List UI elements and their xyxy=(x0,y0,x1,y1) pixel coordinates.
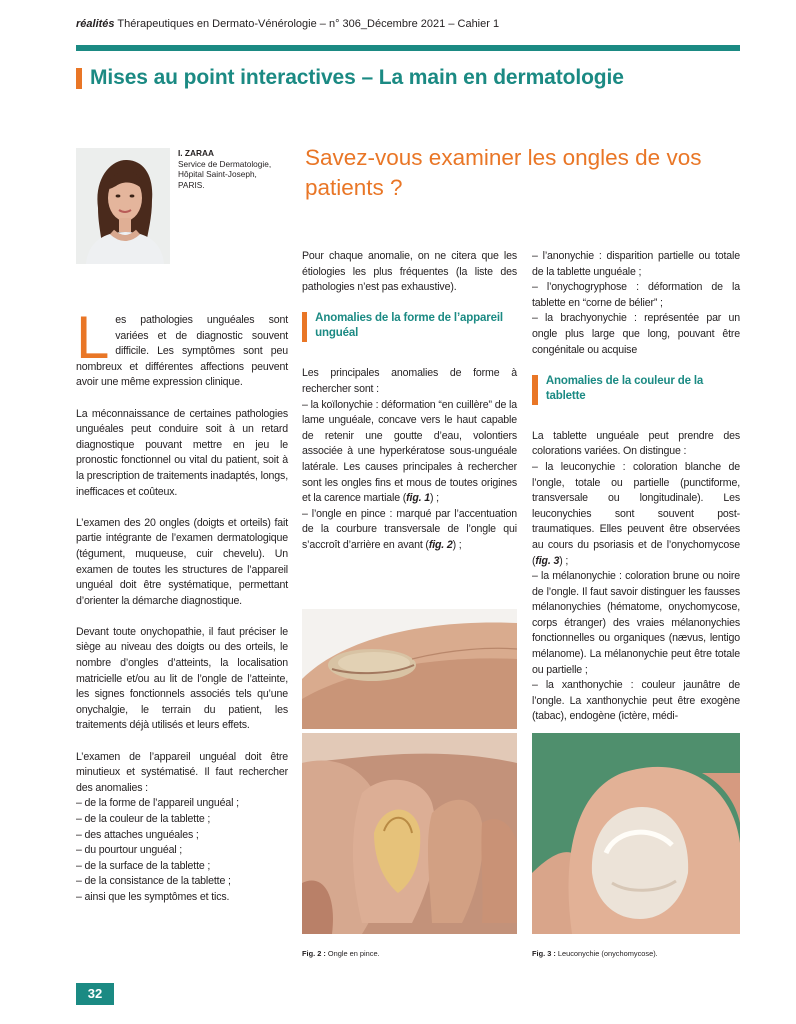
subhead-forme-text: Anomalies de la forme de l’appareil unguéal xyxy=(315,312,503,340)
ongle-pince-text: – l’ongle en pince : marqué par l’accentuation de la courbure transversale de l’ongle qui s’accroît d’arrière en avant ( xyxy=(302,507,517,551)
intro-text: es pathologies unguéales sont variées et de diagnostic souvent difficile. Les symptômes sont peu nombreux et différentes affections peuvent avoir une même expression clinique. xyxy=(76,314,288,389)
author-affiliation-3: PARIS. xyxy=(178,179,205,190)
paragraph-3: L’examen des 20 ongles (doigts et orteils) fait partie intégrante de l’examen dermatologique (tégument, muqueuse, cuir chevelu). Un examen de toutes les structures de l’appareil unguéal doit être systématique, permettant d’orienter la démarche diagnostique. xyxy=(76,516,288,607)
header-rule xyxy=(76,45,740,51)
figure-2-label: Fig. 2 : xyxy=(302,949,326,958)
fig-3-ref: fig. 3 xyxy=(535,554,560,567)
page-number: 32 xyxy=(76,983,114,1005)
figure-1-image xyxy=(302,609,517,729)
section-title xyxy=(76,66,624,90)
koilonychie-text: – la koïlonychie : déformation “en cuillère” de la lame unguéale, concave vers le haut capable de retenir une goutte d’eau, volontiers associée à une hyperkératose sous-unguéale latérale. Les causes principales à rechercher sont les ongles fins et mous de toutes origines et la carence martiale ( xyxy=(302,398,517,505)
forme-lead: Les principales anomalies de forme à rechercher sont : xyxy=(302,367,517,395)
list-item: – de la consistance de la tablette ; xyxy=(76,875,231,888)
list-item: – de la couleur de la tablette ; xyxy=(76,813,211,825)
fig-1-ref: fig. 1 xyxy=(406,492,430,505)
melanonychie-paragraph: – la mélanonychie : coloration brune ou noire de l’ongle. Il faut savoir distinguer les fausses mélanonychies (hématome, onychomycose, corps étranger) des vraies mélanonychies fonctionnelles ou organiques (nævus, lentigo mélanome). La mélanonychie peut être totale ou partielle ; xyxy=(532,570,740,676)
anonychie-item: – l’anonychie : disparition partielle ou totale de la tablette unguéale ; xyxy=(532,250,740,278)
fig-2-ref: fig. 2 xyxy=(428,538,453,551)
couleur-lead: La tablette unguéale peut prendre des colorations variées. On distingue : xyxy=(532,429,740,458)
column-3 xyxy=(532,249,740,725)
ongle-pince-paragraph xyxy=(302,507,517,554)
subhead-couleur-text: Anomalies de la couleur de la tablette xyxy=(545,374,704,402)
subhead-couleur xyxy=(532,374,740,405)
section-marker xyxy=(76,68,82,89)
column-1 xyxy=(76,304,288,906)
subhead-marker xyxy=(532,375,538,405)
ongle-pince-end: ) ; xyxy=(452,538,462,551)
section-title-text: Mises au point interactives – La main en dermatologie xyxy=(90,66,624,89)
drop-cap: L xyxy=(76,304,110,371)
koilonychie-end: ) ; xyxy=(429,492,439,505)
figure-2-text: Ongle en pince. xyxy=(325,949,380,958)
author-photo xyxy=(76,148,170,264)
list-item: – des attaches unguéales ; xyxy=(76,828,199,841)
list-item: – de la surface de la tablette ; xyxy=(76,859,211,872)
list-item: – ainsi que les symptômes et tics. xyxy=(76,890,230,903)
figure-3-label: Fig. 3 : xyxy=(532,949,556,958)
intro-paragraph xyxy=(76,304,288,391)
leuconychie-text: – la leuconychie : coloration blanche de l’ongle, totale ou partielle (punctiforme, transversale ou longitudinale). Les leuconychies sont souvent post-traumatiques. Elles peuvent être observées au cours du psoriasis et de l’onychomycose ( xyxy=(532,460,740,567)
author-affiliation-2: Hôpital Saint-Joseph, xyxy=(178,169,257,179)
brachyonychie-item: – la brachyonychie : représentée par un ongle plus large que long, pouvant être congénitale ou acquise xyxy=(532,312,740,356)
list-item: – du pourtour unguéal ; xyxy=(76,844,183,857)
author-block xyxy=(178,148,271,190)
journal-issue: Thérapeutiques en Dermato-Vénérologie – n° 306_Décembre 2021 – Cahier 1 xyxy=(114,18,500,30)
paragraph-5: L’examen de l’appareil unguéal doit être minutieux et systématisé. Il faut rechercher des anomalies : xyxy=(76,750,288,794)
col2-intro: Pour chaque anomalie, on ne citera que les étiologies les plus fréquentes (la liste des pathologies n’est pas exhaustive). xyxy=(302,250,517,294)
paragraph-4: Devant toute onychopathie, il faut préciser le siège au niveau des doigts ou des orteils, le nombre d’ongles d’atteints, la localisation matricielle et/ou au lit de l’ongle de l’atteinte, les signes fonctionnels associés tels qu’une onychalgie, le terrain du patient, les traitements déjà utilisés et leurs effets. xyxy=(76,625,288,732)
koilonychie-paragraph xyxy=(302,398,517,507)
figure-2-image xyxy=(302,733,517,934)
onychogryphose-item: – l’onychogryphose : déformation de la tablette en “corne de bélier” ; xyxy=(532,281,740,309)
xanthonychie-paragraph: – la xanthonychie : couleur jaunâtre de l’ongle. La xanthonychie peut être exogène (tabac), endogène (ictère, médi- xyxy=(532,679,740,723)
figure-3-caption xyxy=(532,949,658,958)
author-affiliation-1: Service de Dermatologie, xyxy=(178,158,272,169)
running-header xyxy=(76,18,499,30)
subhead-marker xyxy=(302,312,307,342)
journal-brand: réalités xyxy=(76,18,115,30)
anomaly-list xyxy=(76,796,288,905)
leuconychie-paragraph xyxy=(532,460,740,569)
figure-3-image xyxy=(532,733,740,934)
paragraph-2: La méconnaissance de certaines pathologies unguéales peut conduire soit à un retard diagnostique pouvant mettre en jeu le pronostic fonctionnel ou vital du patient, soit à la prescription de traitements inadaptés, longs, inefficaces et coûteux. xyxy=(76,407,288,498)
list-item: – de la forme de l’appareil unguéal ; xyxy=(76,797,239,810)
author-name: I. ZARAA xyxy=(178,148,214,158)
column-2 xyxy=(302,249,517,554)
subhead-forme xyxy=(302,311,517,342)
leuconychie-end: ) ; xyxy=(559,554,569,567)
figure-2-caption xyxy=(302,949,380,958)
article-title: Savez-vous examiner les ongles de vos patients ? xyxy=(305,145,702,200)
figure-3-text: Leuconychie (onychomycose). xyxy=(555,949,658,958)
